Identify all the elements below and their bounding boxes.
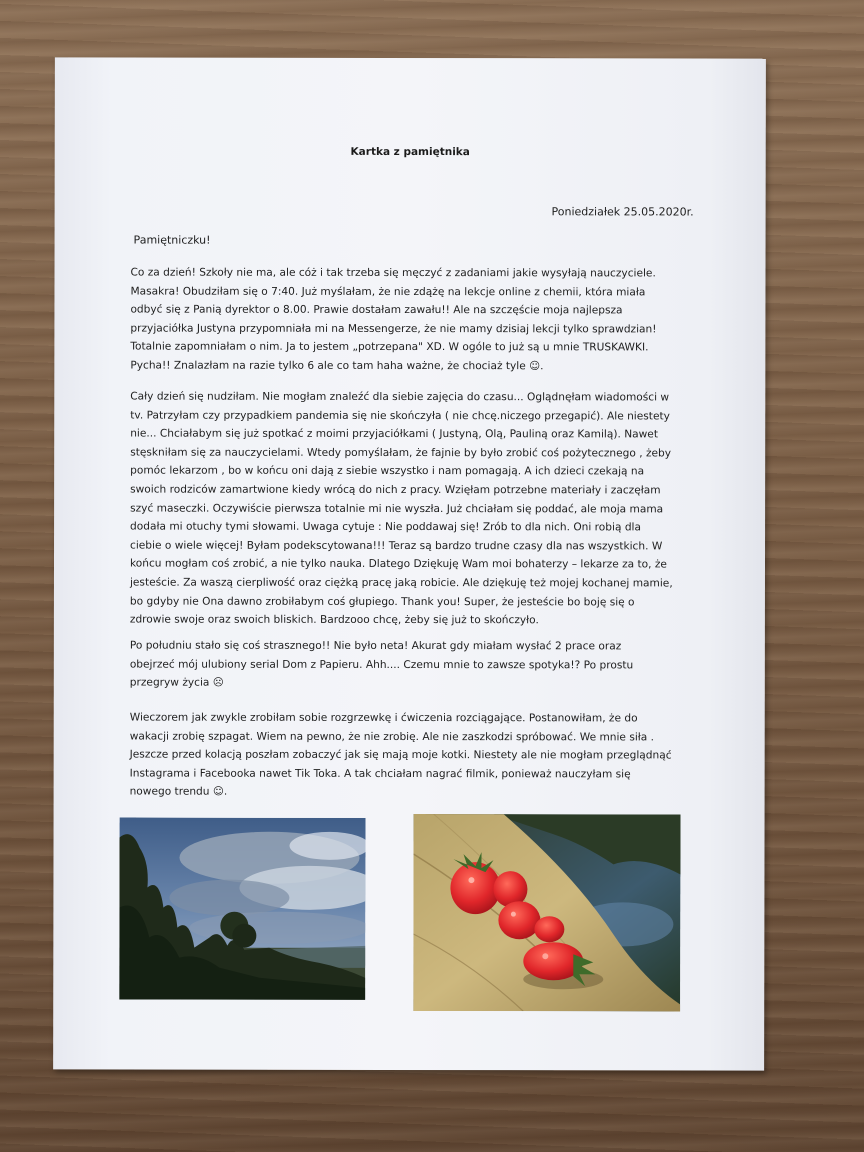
text-line: Instagrama i Facebooka nawet Tik Toka. A tak chciałam nagrać filmik, ponieważ nauczyłam się xyxy=(129,767,631,781)
text-line: Jeszcze przed kolacją poszłam zobaczyć jak się mają moje kotki. Niestety ale nie mogłam przeglądnąć xyxy=(129,748,672,762)
text-line: Po południu stało się coś strasznego!! Nie było neta! Akurat gdy miałam wysłać 2 prace oraz xyxy=(129,639,622,653)
strawberries-photo xyxy=(413,814,680,1011)
text-line: Pycha!! Znalazłam na razie tylko 6 ale co tam haha ważne, że chociaż tyle ☺. xyxy=(130,359,544,373)
paragraph-4 xyxy=(130,709,690,803)
text-line: pomóc lekarzom , bo w końcu oni dają z siebie wszystko i nam pomagają. A ich dzieci czekają na xyxy=(130,464,645,478)
text-line: wakacji zrobię szpagat. Wiem na pewno, że nie zrobię. Ale nie zaszkodzi spróbować. We mnie siła . xyxy=(129,730,655,744)
text-line: tv. Patrzyłam czy przypadkiem pandemia się nie skończyła ( nie chcę.niczego przegapić). Ale niestety xyxy=(130,409,670,423)
text-line: obejrzeć mój ulubiony serial Dom z Papieru. Ahh.... Czemu mnie to zawsze spotyka!? Po prostu xyxy=(129,658,634,671)
text-line: bo gdyby nie Ona dawno zrobiłabym coś głupiego. Thank you! Super, że jesteście bo boję się o xyxy=(129,595,635,608)
text-line: Cały dzień się nudziłam. Nie mogłam znaleźć dla siebie zajęcia do czasu... Oglądnęłam wiadomości w xyxy=(130,390,670,404)
greeting: Pamiętniczku! xyxy=(133,233,211,247)
text-line: odbyć się z Panią dyrektor o 8.00. Prawie dostałam zawału!! Ale na szczęście moja najlepsza xyxy=(130,303,623,317)
text-line: Masakra! Obudziłam się o 7:40. Już myślałam, że nie zdążę na lekcje online z chemii, która miała xyxy=(130,285,646,299)
text-line: stęskniłam się za nauczycielami. Wtedy pomyślałam, że fajnie by było zrobić coś pożytecznego , żeby xyxy=(130,446,672,460)
text-line: zdrowie swoje oraz swoich bliskich. Bardzooo chcę, żeby się już to skończyło. xyxy=(129,613,539,627)
text-line: przyjaciółka Justyna przypomniała mi na Messengerze, że nie mamy dzisiaj lekcji tylko sprawdzian! xyxy=(130,322,657,336)
text-line: swoich rodziców zamartwione kiedy wrócą do nich z pracy. Wzięłam potrzebne materiały i zaczęłam xyxy=(130,483,661,497)
page-title: Kartka z pamiętnika xyxy=(350,145,470,159)
text-line: nie... Chciałabym się już spotkać z moimi przyjaciółkami ( Justyną, Olą, Pauliną oraz Kamilą). Nawet xyxy=(130,427,659,441)
text-line: Co za dzień! Szkoły nie ma, ale cóż i tak trzeba się męczyć z zadaniami jakie wysyłają nauczyciele. xyxy=(130,266,656,280)
entry-date: Poniedziałek 25.05.2020r. xyxy=(551,205,694,219)
paragraph-3 xyxy=(130,637,690,694)
text-line: nowego trendu ☺. xyxy=(129,785,228,799)
text-line: przegryw życia ☹ xyxy=(129,676,224,689)
sky-trees-photo xyxy=(119,817,365,999)
paragraph-2 xyxy=(130,388,690,631)
diary-page xyxy=(53,57,766,1070)
text-line: ciebie o wiele więcej! Byłam podekscytowana!!! Teraz są bardzo trudne czasy dla nas wszystkich. W xyxy=(130,539,663,553)
text-line: Wieczorem jak zwykle zrobiłam sobie rozgrzewkę i ćwiczenia rozciągające. Postanowiłam, że do xyxy=(129,711,638,725)
paragraph-1 xyxy=(130,264,690,377)
text-line: szyć maseczki. Oczywiście pierwsza totalnie mi nie wyszła. Już chciałam się poddać, ale moja mama xyxy=(130,502,664,516)
text-line: dodała mi otuchy tymi słowami. Uwaga cytuje : Nie poddawaj się! Zrób to dla nich. Oni robią dla xyxy=(130,520,641,534)
text-line: jesteście. Za waszą cierpliwość oraz ciężką pracę jaką robicie. Ale dziękuję też mojej kochanej mamie, xyxy=(129,576,673,590)
text-line: Totalnie zapomniałam o nim. Ja to jestem „potrzepana" XD. W ogóle to już są u mnie TRUSKAWKI. xyxy=(130,340,649,354)
text-line: końcu mogłam coś zrobić, a nie tylko nauka. Dlatego Dziękuję Wam moi bohaterzy – lekarze za to, że xyxy=(129,557,667,571)
